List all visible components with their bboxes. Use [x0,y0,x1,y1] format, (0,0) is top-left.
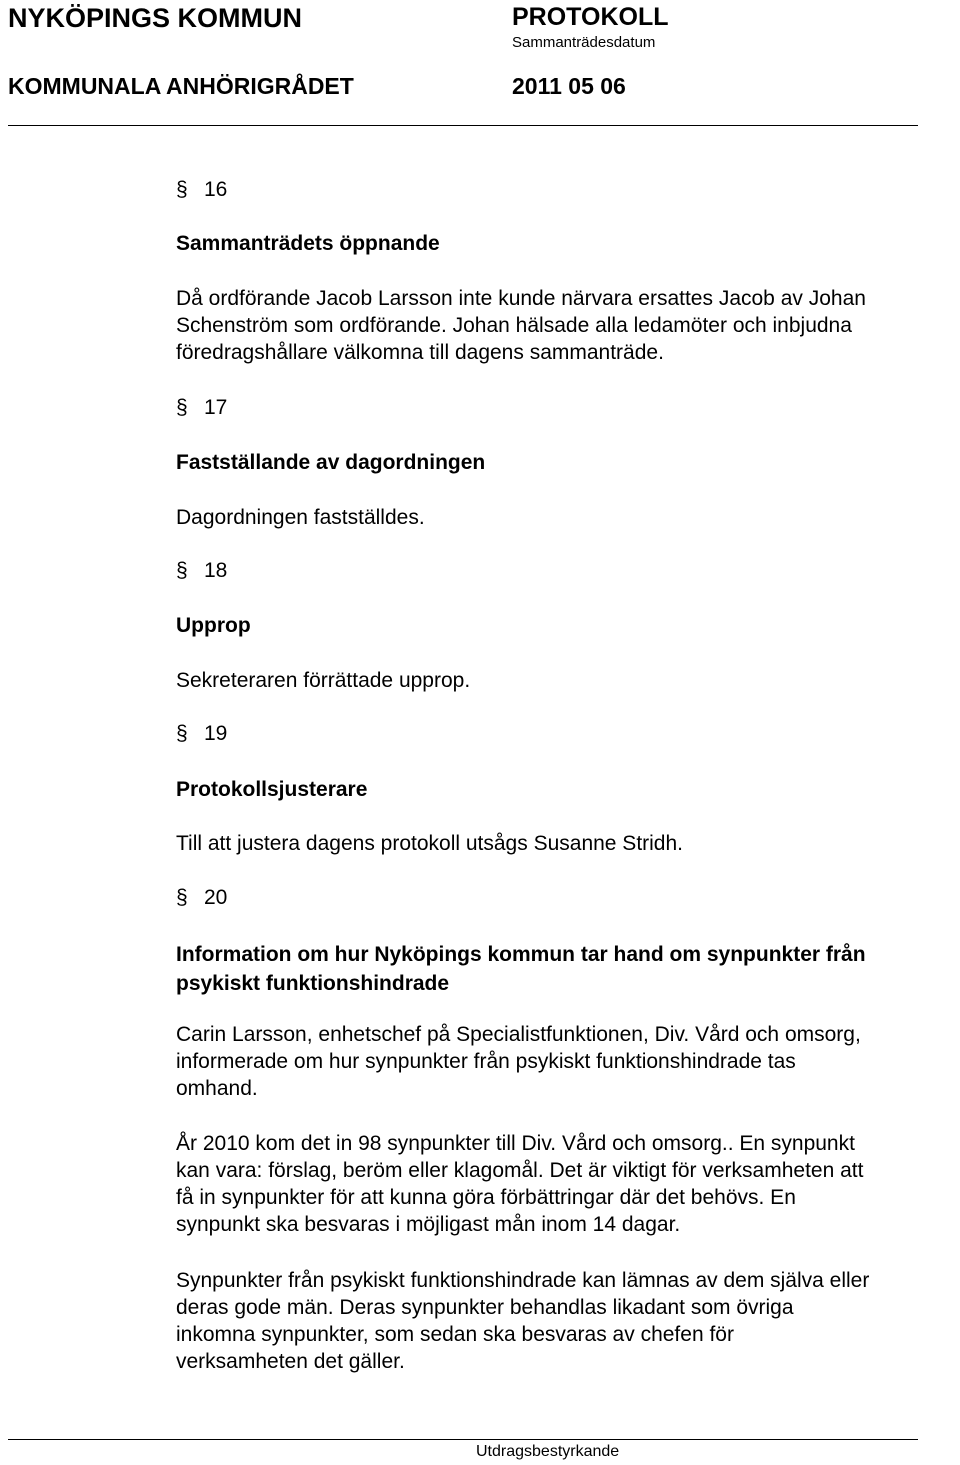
section-17-text [176,504,425,531]
text-line: få in synpunkter för att kunna göra förbättringar där det behövs. En [176,1186,796,1209]
title-line: Information om hur Nyköpings kommun tar hand om synpunkter från [176,943,866,966]
section-symbol: § [176,886,188,909]
section-16-number [176,178,227,202]
text-line: verksamheten det gäller. [176,1350,405,1373]
header-divider [8,125,918,126]
committee-name: KOMMUNALA ANHÖRIGRÅDET [8,73,354,99]
section-19-title: Protokollsjusterare [176,778,368,801]
date-label: Sammanträdesdatum [512,34,656,51]
text-line: föredragshållare välkomna till dagens sammanträde. [176,341,664,364]
text-line: inkomna synpunkter, som sedan ska besvaras av chefen för [176,1323,734,1346]
text-line: Då ordförande Jacob Larsson inte kunde närvara ersattes Jacob av Johan [176,287,866,310]
text-line: År 2010 kom det in 98 synpunkter till Div. Vård och omsorg.. En synpunkt [176,1132,855,1155]
section-16-text [176,285,866,366]
footer-label: Utdragsbestyrkande [476,1443,620,1460]
text-line: informerade om hur synpunkter från psykiskt funktionshindrade tas [176,1050,796,1073]
organization-name: NYKÖPINGS KOMMUN [8,3,303,33]
section-number: 20 [204,886,228,909]
section-17-number [176,396,227,420]
section-number: 16 [204,178,228,201]
section-18-number [176,559,227,583]
meeting-date: 2011 05 06 [512,73,626,99]
text-line: deras gode män. Deras synpunkter behandlas likadant som övriga [176,1296,794,1319]
text-line: synpunkt ska besvaras i möjligast mån inom 14 dagar. [176,1213,681,1236]
text-line: Sekreteraren förrättade upprop. [176,669,471,692]
section-number: 19 [204,722,228,745]
section-20-title [176,940,866,998]
section-symbol: § [176,396,188,419]
section-number: 17 [204,396,228,419]
title-line: psykiskt funktionshindrade [176,972,450,995]
text-line: Till att justera dagens protokoll utsågs Susanne Stridh. [176,832,684,855]
section-16-title: Sammanträdets öppnande [176,232,440,255]
text-line: Dagordningen fastställdes. [176,506,425,529]
section-20-number [176,886,227,910]
section-symbol: § [176,178,188,201]
section-number: 18 [204,559,228,582]
document-type: PROTOKOLL [512,3,669,31]
section-18-title: Upprop [176,614,251,637]
section-19-text [176,830,683,857]
text-line: kan vara: förslag, beröm eller klagomål. Det är viktigt för verksamheten att [176,1159,864,1182]
text-line: Carin Larsson, enhetschef på Specialistfunktionen, Div. Vård och omsorg, [176,1023,861,1046]
footer-divider [8,1439,918,1440]
section-19-number [176,722,227,746]
section-symbol: § [176,722,188,745]
section-17-title: Fastställande av dagordningen [176,451,486,474]
section-20-paragraph-2 [176,1130,863,1238]
section-symbol: § [176,559,188,582]
section-20-paragraph-1 [176,1021,861,1102]
section-20-paragraph-3 [176,1267,869,1375]
text-line: omhand. [176,1077,258,1100]
text-line: Schenström som ordförande. Johan hälsade alla ledamöter och inbjudna [176,314,852,337]
section-18-text [176,667,470,694]
text-line: Synpunkter från psykiskt funktionshindrade kan lämnas av dem själva eller [176,1269,870,1292]
